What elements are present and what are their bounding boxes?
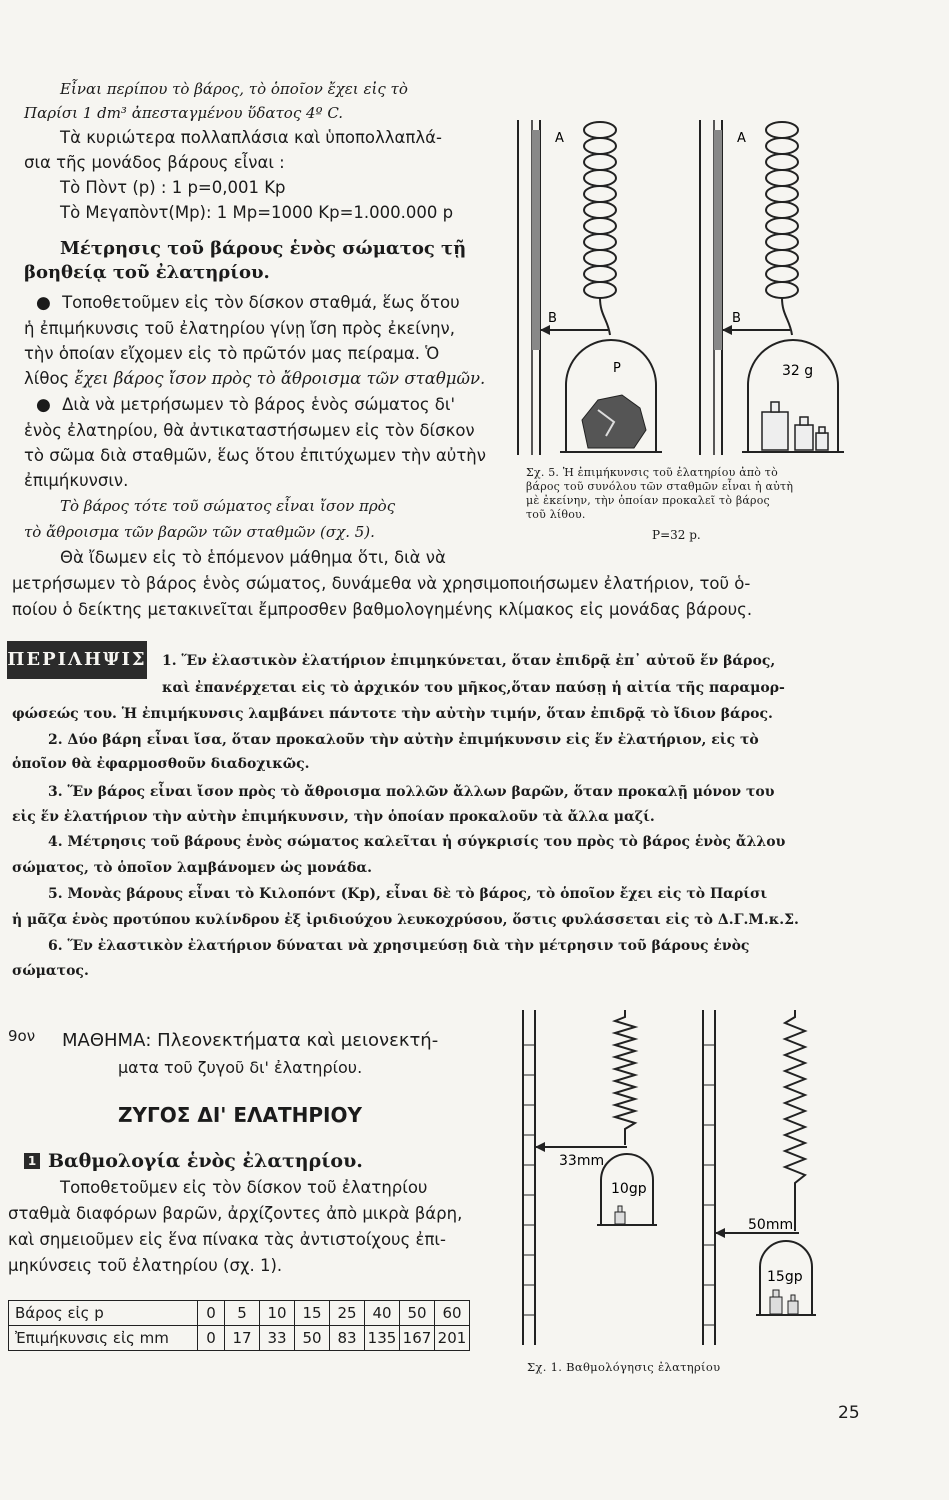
section-title: Βαθμολογία ἑνὸς ἐλατηρίου. [48, 1150, 363, 1172]
fig5-left-apparatus [518, 120, 662, 455]
fig5-label-b1: B [548, 311, 557, 326]
table-cell: 135 [365, 1326, 400, 1351]
measure-line-4 [24, 369, 485, 388]
fig1-weight-2: 15gp [767, 1269, 803, 1285]
measure-line-4a: λίθος [24, 369, 75, 388]
bullet-icon: ● [36, 395, 51, 415]
spring-icon [766, 122, 798, 335]
summary-4b: σώματος, τὸ ὁποῖον λαμβάνομεν ὡς μονάδα. [12, 860, 373, 876]
summary-1b: καὶ ἐπανέρχεται εἰς τὸ ἀρχικόν του μῆκος,ὅταν παύσῃ ἡ αἰτία τῆς παραμορ- [162, 680, 785, 696]
lesson-heading: ΖΥΓΟΣ ΔΙ' ΕΛΑΤΗΡΙΟΥ [118, 1103, 362, 1127]
summary-2b: ὁποῖον θὰ ἐφαρμοσθοῦν διαδοχικῶς. [12, 756, 310, 772]
table-cell: 17 [225, 1326, 260, 1351]
fig5-right-apparatus [700, 120, 844, 455]
measure-line-9: Τὸ βάρος τότε τοῦ σώματος εἶναι ἴσον πρὸς [60, 497, 396, 515]
table-row-weights [9, 1301, 470, 1326]
row2-label: Ἐπιμήκυνσις εἰς mm [9, 1326, 198, 1351]
summary-6a: 6. Ἕν ἐλαστικὸν ἐλατήριον δύναται νὰ χρησιμεύσῃ διὰ τὴν μέτρησιν τοῦ βάρους ἑνὸς [48, 938, 750, 954]
measure-heading-1: Μέτρησις τοῦ βάρους ἑνὸς σώματος τῇ [60, 238, 467, 259]
row1-label: Βάρος εἰς p [9, 1301, 198, 1326]
spring-icon [615, 1010, 635, 1145]
spring-icon [584, 122, 616, 335]
table-cell: 60 [435, 1301, 470, 1326]
lesson-para-4: μηκύνσεις τοῦ ἐλατηρίου (σχ. 1). [8, 1256, 283, 1275]
lesson-number: 9ον [8, 1027, 36, 1045]
page-number: 25 [838, 1403, 860, 1423]
fig5-label-weight: 32 g [782, 363, 814, 379]
fig5-caption-5: P=32 p. [652, 528, 701, 542]
table-row-elongations [9, 1326, 470, 1351]
fig5-caption-4: τοῦ λίθου. [526, 508, 586, 521]
fig5-label-a1: A [555, 131, 564, 146]
intro-line-1: Εἶναι περίπου τὸ βάρος, τὸ ὁποῖον ἔχει εἰς τὸ [60, 80, 408, 98]
measure-line-13: ποίου ὁ δείκτης μετακινεῖται ἔμπροσθεν βαθμολογημένης κλίμακος εἰς μονάδας βάρους. [12, 600, 753, 619]
fig1-weight-1: 10gp [611, 1181, 647, 1197]
fig5-label-b2: B [732, 311, 741, 326]
intro-line-6: Τὸ Μεγαπὸντ(Mp): 1 Mp=1000 Kp=1.000.000 p [60, 203, 454, 222]
lesson-para-2: σταθμὰ διαφόρων βαρῶν, ἀρχίζοντες ἀπὸ μικρὰ βάρη, [8, 1204, 463, 1223]
section-heading [24, 1150, 363, 1172]
table-cell: 83 [330, 1326, 365, 1351]
fig1-label-2: 50mm [748, 1217, 794, 1233]
measure-line-7: τὸ σῶμα διὰ σταθμῶν, ἕως ὅτου ἐπιτύχωμεν τὴν αὐτὴν [24, 446, 486, 465]
table-cell: 33 [260, 1326, 295, 1351]
spring-icon [785, 1010, 805, 1231]
summary-3a: 3. Ἕν βάρος εἶναι ἴσον πρὸς τὸ ἄθροισμα πολλῶν ἄλλων βαρῶν, ὅταν προκαλῇ μόνον του [48, 784, 775, 800]
table-cell: 50 [295, 1326, 330, 1351]
table-cell: 50 [400, 1301, 435, 1326]
measure-line-10: τὸ ἄθροισμα τῶν βαρῶν τῶν σταθμῶν (σχ. 5). [24, 523, 375, 541]
table-cell: 0 [198, 1301, 225, 1326]
measure-line-5-text: Διὰ νὰ μετρήσωμεν τὸ βάρος ἑνὸς σώματος δι' [62, 395, 456, 414]
fig5-label-a2: A [737, 131, 746, 146]
summary-1a: 1. Ἕν ἐλαστικὸν ἐλατήριον ἐπιμηκύνεται, ὅταν ἐπιδρᾷ ἐπ᾽ αὐτοῦ ἕν βάρος, [162, 653, 776, 669]
lesson-para-1: Τοποθετοῦμεν εἰς τὸν δίσκον τοῦ ἐλατηρίου [60, 1178, 428, 1197]
fig5-label-p: P [613, 361, 621, 376]
bullet-icon: ● [36, 293, 51, 313]
section-number-icon: 1 [24, 1153, 40, 1169]
measure-heading-2: βοηθείᾳ τοῦ ἐλατηρίου. [24, 262, 270, 283]
summary-2a: 2. Δύο βάρη εἶναι ἴσα, ὅταν προκαλοῦν τὴν αὐτὴν ἐπιμήκυνσιν εἰς ἕν ἐλατήριον, εἰς τὸ [48, 732, 759, 748]
lesson-title-2: ματα τοῦ ζυγοῦ δι' ἐλατηρίου. [118, 1058, 363, 1077]
fig1-right-scale [703, 1010, 715, 1345]
table-cell: 15 [295, 1301, 330, 1326]
measure-line-1 [36, 293, 460, 313]
fig5-caption-2: βάρος τοῦ συνόλου τῶν σταθμῶν εἶναι ἡ αὐτὴ [526, 480, 794, 493]
fig1-caption: Σχ. 1. Βαθμολόγησις ἐλατηρίου [527, 1360, 721, 1374]
summary-1c: φώσεώς του. Ἡ ἐπιμήκυνσις λαμβάνει πάντοτε τὴν αὐτὴν τιμήν, ὅταν ἐπιδρᾷ τὸ ἴδιον βάρος. [12, 706, 773, 722]
lesson-title-1: ΜΑΘΗΜΑ: Πλεονεκτήματα καὶ μειονεκτή- [62, 1030, 439, 1051]
table-cell: 5 [225, 1301, 260, 1326]
table-cell: 40 [365, 1301, 400, 1326]
weights-icon [762, 402, 828, 450]
intro-line-4: σια τῆς μονάδος βάρους εἶναι : [24, 153, 285, 172]
table-cell: 167 [400, 1326, 435, 1351]
summary-3b: εἰς ἕν ἐλατήριον τὴν αὐτὴν ἐπιμήκυνσιν, τὴν ὁποίαν προκαλοῦν τὰ ἄλλα μαζί. [12, 809, 655, 825]
measure-line-11: Θὰ ἴδωμεν εἰς τὸ ἑπόμενον μάθημα ὅτι, διὰ νὰ [60, 548, 446, 567]
lesson-para-3: καὶ σημειοῦμεν εἰς ἕνα πίνακα τὰς ἀντιστοίχους ἐπι- [8, 1230, 446, 1249]
intro-line-5: Τὸ Πὸντ (p) : 1 p=0,001 Kp [60, 178, 286, 197]
measure-line-12: μετρήσωμεν τὸ βάρος ἑνὸς σώματος, δυνάμεθα νὰ χρησιμοποιήσωμεν ἐλατήριον, τοῦ ὁ- [12, 574, 751, 593]
measure-line-1-text: Τοποθετοῦμεν εἰς τὸν δίσκον σταθμά, ἕως ὅτου [62, 293, 460, 312]
figure-1 [515, 1005, 855, 1350]
table-cell: 10 [260, 1301, 295, 1326]
table-cell: 0 [198, 1326, 225, 1351]
measure-line-5 [36, 395, 455, 415]
summary-5b: ἡ μᾶζα ἑνὸς προτύπου κυλίνδρου ἐξ ἰριδιούχου λευκοχρύσου, ὅστις φυλάσσεται εἰς τὸ Δ.Γ.Μ.κ.Σ. [12, 912, 799, 928]
fig5-caption-1: Σχ. 5. Ἡ ἐπιμήκυνσις τοῦ ἐλατηρίου ἀπὸ τὸ [526, 466, 778, 479]
summary-4a: 4. Μέτρησις τοῦ βάρους ἑνὸς σώματος καλεῖται ἡ σύγκρισίς του πρὸς τὸ βάρος ἑνὸς ἄλλου [48, 834, 786, 850]
measure-line-4b: ἔχει βάρος ἴσον πρὸς τὸ ἄθροισμα τῶν σταθμῶν. [74, 369, 486, 388]
intro-line-2: Παρίσι 1 dm³ ἀπεσταγμένου ὕδατος 4º C. [24, 104, 344, 122]
measure-line-8: ἐπιμήκυνσιν. [24, 471, 129, 490]
measure-line-6: ἑνὸς ἐλατηρίου, θὰ ἀντικαταστήσωμεν εἰς τὸν δίσκον [24, 421, 475, 440]
table-cell: 201 [435, 1326, 470, 1351]
fig1-label-1: 33mm [559, 1153, 605, 1169]
figure-5 [510, 100, 870, 460]
calibration-table [8, 1300, 470, 1351]
fig1-left-scale [523, 1010, 535, 1345]
measure-line-3: τὴν ὁποίαν εἴχομεν εἰς τὸ πρῶτόν μας πείραμα. Ὁ [24, 344, 440, 363]
summary-6b: σώματος. [12, 963, 89, 979]
table-cell: 25 [330, 1301, 365, 1326]
fig5-caption-3: μὲ ἐκείνην, τὴν ὁποίαν προκαλεῖ τὸ βάρος [526, 494, 770, 507]
measure-line-2: ἡ ἐπιμήκυνσις τοῦ ἐλατηρίου γίνῃ ἴση πρὸς ἐκείνην, [24, 319, 455, 338]
intro-line-3: Τὰ κυριώτερα πολλαπλάσια καὶ ὑποπολλαπλά- [60, 128, 442, 147]
summary-5a: 5. Μονὰς βάρους εἶναι τὸ Κιλοπόντ (Kp), εἶναι δὲ τὸ βάρος, τὸ ὁποῖον ἔχει εἰς τὸ Παρίσι [48, 886, 768, 902]
summary-badge: ΠΕΡΙΛΗΨΙΣ [7, 641, 147, 679]
